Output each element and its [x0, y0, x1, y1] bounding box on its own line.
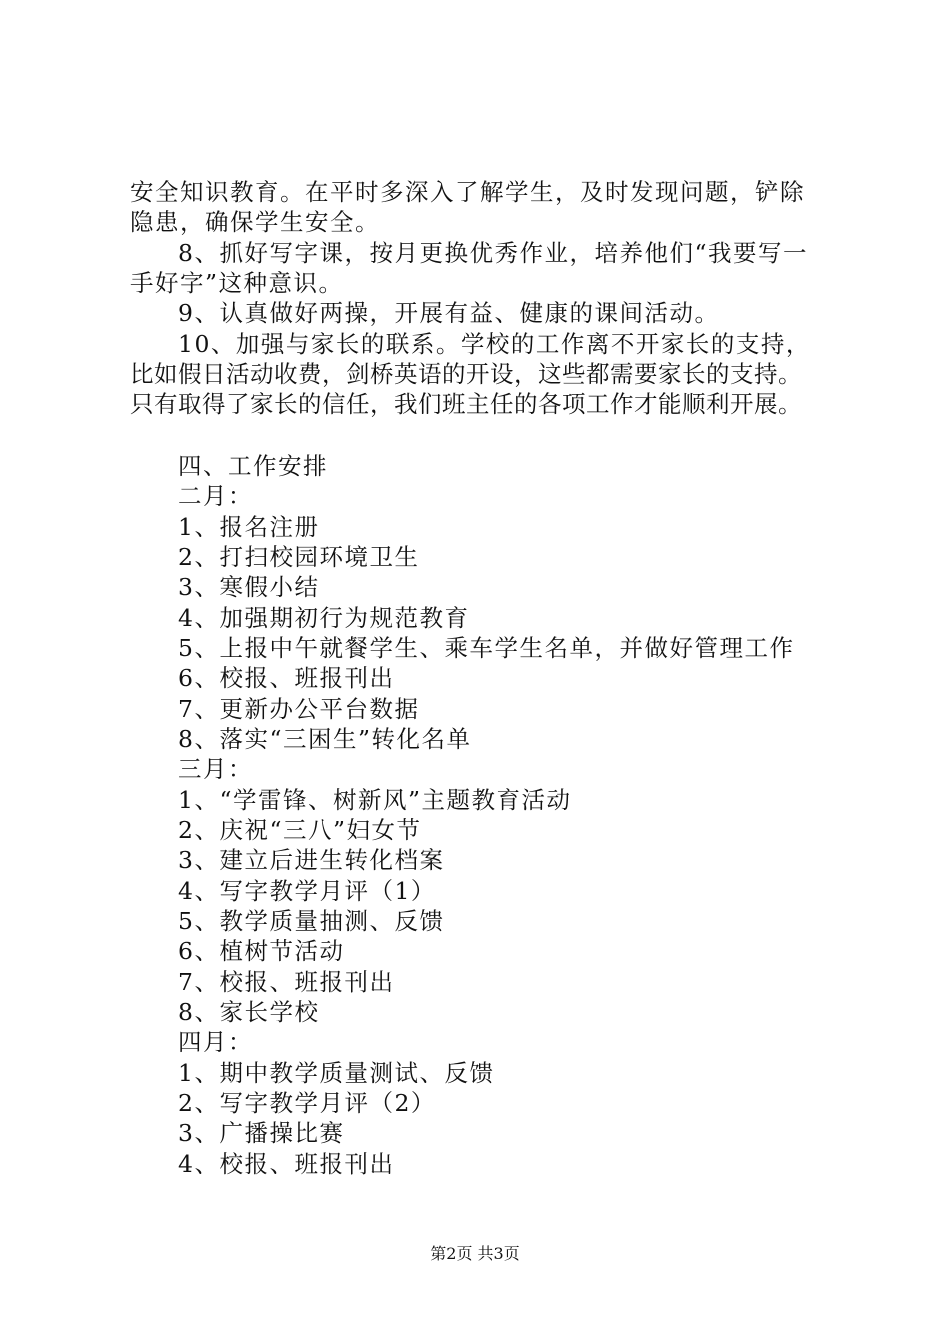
paragraph-line: 比如假日活动收费，剑桥英语的开设，这些都需要家长的支持。 [130, 360, 802, 388]
paragraph-line: 隐患，确保学生安全。 [130, 208, 380, 236]
section-title: 四、工作安排 [178, 452, 328, 480]
list-item: 5、上报中午就餐学生、乘车学生名单，并做好管理工作 [178, 634, 795, 662]
list-item: 2、写字教学月评（2） [178, 1089, 436, 1117]
list-item: 1、“学雷锋、树新风”主题教育活动 [178, 786, 572, 814]
paragraph-line: 10、加强与家长的联系。学校的工作离不开家长的支持， [178, 330, 811, 358]
list-item: 1、期中教学质量测试、反馈 [178, 1059, 495, 1087]
list-item: 6、植树节活动 [178, 937, 345, 965]
list-item: 5、教学质量抽测、反馈 [178, 907, 445, 935]
paragraph-line: 只有取得了家长的信任，我们班主任的各项工作才能顺利开展。 [130, 390, 802, 418]
list-item: 6、校报、班报刊出 [178, 664, 395, 692]
list-item: 8、落实“三困生”转化名单 [178, 725, 472, 753]
list-item: 8、家长学校 [178, 998, 320, 1026]
paragraph-line: 手好字”这种意识。 [130, 269, 344, 297]
list-item: 2、庆祝“三八”妇女节 [178, 816, 422, 844]
month-label: 三月： [178, 755, 253, 783]
paragraph-line: 安全知识教育。在平时多深入了解学生，及时发现问题，铲除 [130, 178, 805, 206]
list-item: 4、写字教学月评（1） [178, 877, 436, 905]
paragraph-line: 8、抓好写字课，按月更换优秀作业，培养他们“我要写一 [178, 239, 808, 267]
month-label: 二月： [178, 482, 253, 510]
list-item: 1、报名注册 [178, 513, 320, 541]
list-item: 3、广播操比赛 [178, 1119, 345, 1147]
list-item: 4、加强期初行为规范教育 [178, 604, 470, 632]
list-item: 3、寒假小结 [178, 573, 320, 601]
month-label: 四月： [178, 1028, 253, 1056]
list-item: 3、建立后进生转化档案 [178, 846, 445, 874]
list-item: 7、校报、班报刊出 [178, 968, 395, 996]
list-item: 7、更新办公平台数据 [178, 695, 420, 723]
paragraph-line: 9、认真做好两操，开展有益、健康的课间活动。 [178, 299, 720, 327]
list-item: 2、打扫校园环境卫生 [178, 543, 420, 571]
page-number-footer: 第2页 共3页 [430, 1244, 520, 1263]
list-item: 4、校报、班报刊出 [178, 1150, 395, 1178]
